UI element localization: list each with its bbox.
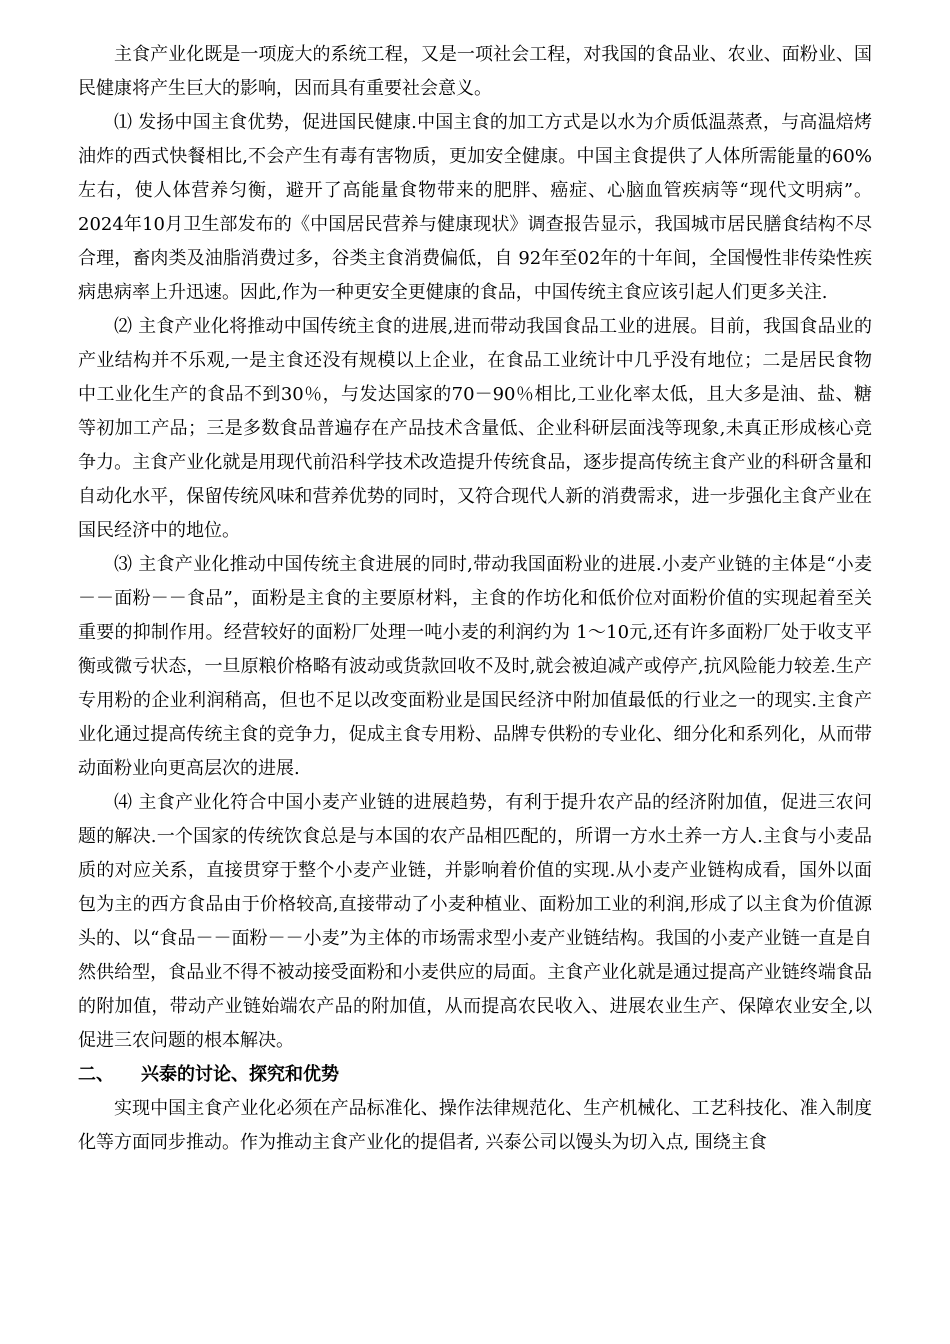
paragraph-point-3: ⑶ 主食产业化推动中国传统主食进展的同时,带动我国面粉业的进展.小麦产业链的主体是“小麦－－面粉－－食品”，面粉是主食的主要原材料，主食的作坊化和低价位对面粉价值的实现起着至关重要的抑制作用。经营较好的面粉厂处理一吨小麦的利润约为 1～10元,还有许多面粉厂处于收支平衡或微亏状态，一旦原粮价格略有波动或货款回收不及时,就会被迫减产或停产,抗风险能力较差.生产专用粉的企业利润稍高，但也不足以改变面粉业是国民经济中附加值最低的行业之一的现实.主食产业化通过提高传统主食的竞争力，促成主食专用粉、品牌专供粉的专业化、细分化和系列化，从而带动面粉业向更高层次的进展. — [78, 554, 872, 779]
paragraph-point-4: ⑷ 主食产业化符合中国小麦产业链的进展趋势，有利于提升农产品的经济附加值，促进三农问题的解决.一个国家的传统饮食总是与本国的农产品相匹配的，所谓一方水土养一方人.主食与小麦品质的对应关系，直接贯穿于整个小麦产业链，并影响着价值的实现.从小麦产业链构成看，国外以面包为主的西方食品由于价格较高,直接带动了小麦种植业、面粉加工业的利润,形成了以主食为价值源头的、以“食品－－面粉－－小麦”为主体的市场需求型小麦产业链结构。我国的小麦产业链一直是自然供给型，食品业不得不被动接受面粉和小麦供应的局面。主食产业化就是通过提高产业链终端食品的附加值，带动产业链始端农产品的附加值，从而提高农民收入、进展农业生产、保障农业安全,以促进三农问题的根本解决。 — [78, 792, 872, 1051]
paragraph-point-2: ⑵ 主食产业化将推动中国传统主食的进展,进而带动我国食品工业的进展。目前，我国食品业的产业结构并不乐观,一是主食还没有规模以上企业，在食品工业统计中几乎没有地位；二是居民食物中工业化生产的食品不到30％，与发达国家的70－90％相比,工业化率太低，且大多是油、盐、糖等初加工产品；三是多数食品普遍存在产品技术含量低、企业科研层面浅等现象,未真正形成核心竞争力。主食产业化就是用现代前沿科学技术改造提升传统食品，逐步提高传统主食产业的科研含量和自动化水平，保留传统风味和营养优势的同时，又符合现代人新的消费需求，进一步强化主食产业在国民经济中的地位。 — [78, 316, 872, 541]
paragraph-point-1: ⑴ 发扬中国主食优势，促进国民健康.中国主食的加工方式是以水为介质低温蒸煮，与高温焙烤油炸的西式快餐相比,不会产生有毒有害物质，更加安全健康。中国主食提供了人体所需能量的60%左右，使人体营养匀衡，避开了高能量食物带来的肥胖、癌症、心脑血管疾病等“现代文明病”。2024年10月卫生部发布的《中国居民营养与健康现状》调查报告显示，我国城市居民膳食结构不尽合理，畜肉类及油脂消费过多，谷类主食消费偏低，自 92年至02年的十年间，全国慢性非传染性疾病患病率上升迅速。因此,作为一种更安全更健康的食品，中国传统主食应该引起人们更多关注. — [78, 112, 872, 303]
section-heading — [78, 1058, 872, 1092]
document-page — [78, 38, 872, 1160]
section-number: 二、 — [78, 1064, 114, 1085]
paragraph-section-body: 实现中国主食产业化必须在产品标准化、操作法律规范化、生产机械化、工艺科技化、准入制度化等方面同步推动。作为推动主食产业化的提倡者, 兴泰公司以馒头为切入点, 围绕主食 — [78, 1098, 872, 1153]
paragraph-intro: 主食产业化既是一项庞大的系统工程，又是一项社会工程，对我国的食品业、农业、面粉业、国民健康将产生巨大的影响，因而具有重要社会意义。 — [78, 44, 872, 99]
section-title: 兴泰的讨论、探究和优势 — [141, 1064, 339, 1085]
